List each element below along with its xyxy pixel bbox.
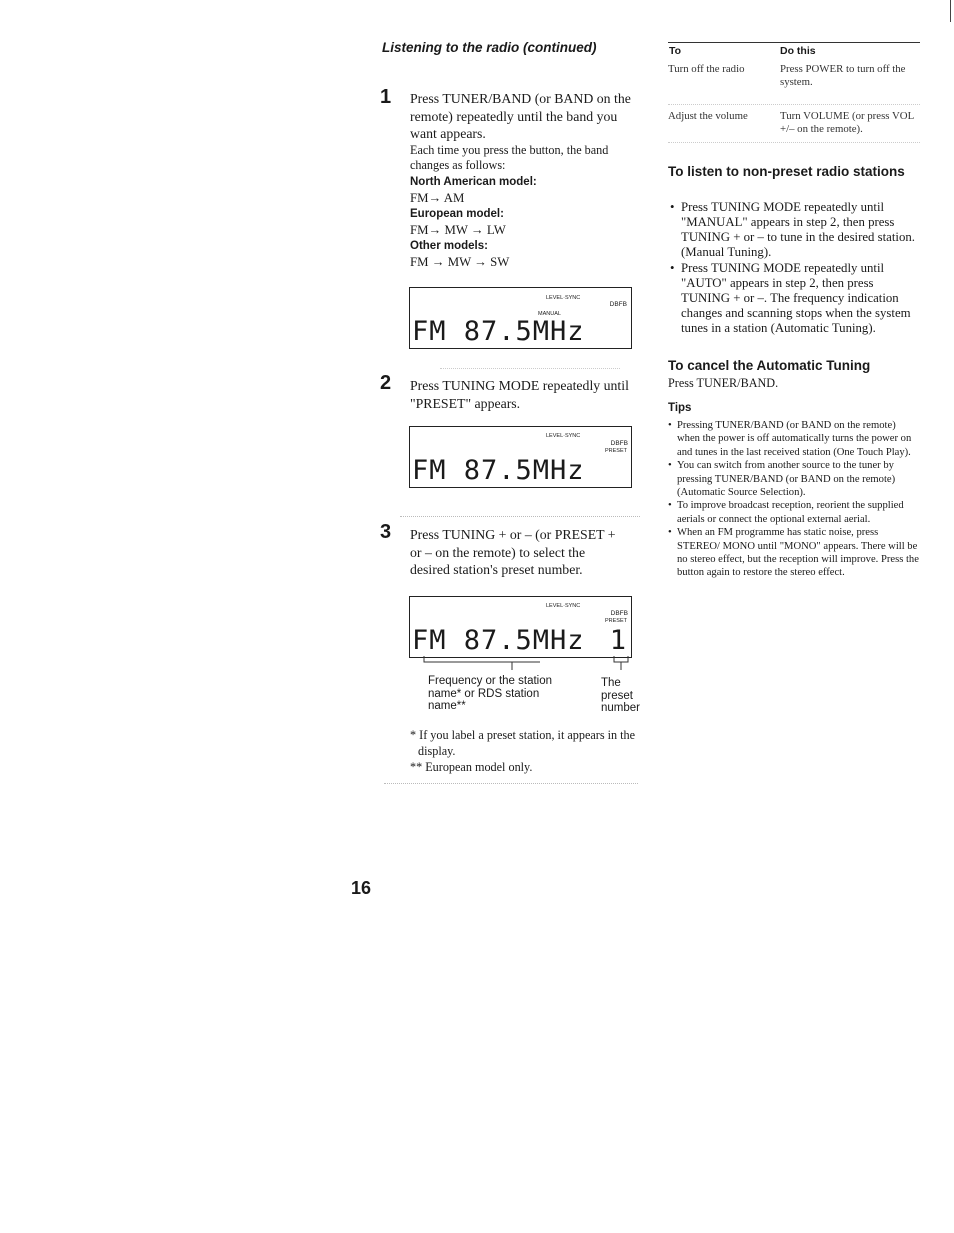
list-item: • When an FM programme has static noise, press STEREO/ MONO until "MONO" appears. There will be no stereo effect, but the reception will improve. Press the button again to restore the stereo effect. <box>668 526 920 580</box>
list-item: • You can switch from another source to the tuner by pressing TUNER/BAND (or BAND on the remote) (Automatic Source Selection). <box>668 459 920 499</box>
heading-tips: Tips <box>668 402 692 414</box>
separator <box>384 783 638 784</box>
display-panel-preset-number <box>409 596 632 658</box>
display-panel-manual <box>409 287 632 349</box>
model-sequence-north-american: FM→ AM <box>410 191 465 205</box>
controls-table <box>668 42 920 43</box>
display-preset-indicator: PRESET <box>604 448 627 454</box>
footnote-preset-label: * If you label a preset station, it appears in the display. <box>410 728 636 758</box>
display-level-sync-label: LEVEL·SYNC <box>546 603 581 609</box>
separator <box>440 368 620 369</box>
table-divider <box>668 142 920 143</box>
step-3-number: 3 <box>380 521 392 543</box>
band-sequence-list <box>410 175 640 271</box>
page-edge-mark <box>950 0 951 22</box>
display-callout-lines <box>400 654 640 674</box>
list-item: • Pressing TUNER/BAND (or BAND on the remote) when the power is off automatically turns the power on and tunes in the last received station (One Touch Play). <box>668 419 920 459</box>
display-frequency: FM 87.5MHz <box>412 625 585 656</box>
display-manual-indicator: MANUAL <box>538 311 561 317</box>
step-1-text: Press TUNER/BAND (or BAND on the remote) repeatedly until the band you want appears. <box>410 91 631 141</box>
tips-list <box>668 419 920 580</box>
list-item: • Press TUNING MODE repeatedly until "AUTO" appears in step 2, then press TUNING + or –. The frequency indication changes and scanning stops when the system tunes in a station (Automatic Tuning). <box>668 261 918 336</box>
table-row-2-do: Turn VOLUME (or press VOL +/– on the remote). <box>780 110 914 135</box>
list-item: • To improve broadcast reception, reorient the supplied aerials or connect the optional external aerial. <box>668 499 920 526</box>
step-1-number: 1 <box>380 86 392 108</box>
model-sequence-european: FM→ MW → LW <box>410 223 506 237</box>
table-row-1-do: Press POWER to turn off the system. <box>780 63 906 88</box>
display-dbfb-label: DBFB <box>610 610 628 617</box>
table-header-to: To <box>669 45 682 57</box>
section-title: Listening to the radio (continued) <box>382 40 597 55</box>
cancel-auto-text: Press TUNER/BAND. <box>668 376 779 390</box>
display-dbfb-label: DBFB <box>609 301 627 308</box>
step-1-detail: Each time you press the button, the band changes as follows: <box>410 143 609 172</box>
table-row-2-to: Adjust the volume <box>668 110 748 122</box>
model-sequence-other: FM → MW → SW <box>410 255 510 269</box>
display-level-sync-label: LEVEL·SYNC <box>546 433 581 439</box>
display-panel-preset <box>409 426 632 488</box>
table-header-do-this: Do this <box>780 45 816 57</box>
footnote-european: ** European model only. <box>410 760 533 774</box>
caption-frequency: Frequency or the station name* or RDS station name** <box>428 675 553 712</box>
heading-non-preset: To listen to non-preset radio stations <box>668 164 905 179</box>
separator <box>400 516 640 517</box>
table-divider <box>668 104 920 105</box>
list-item: • Press TUNING MODE repeatedly until "MANUAL" appears in step 2, then press TUNING + or – to tune in the desired station. (Manual Tuning). <box>668 200 918 260</box>
model-label-european: European model: <box>410 208 504 220</box>
heading-cancel-auto: To cancel the Automatic Tuning <box>668 358 871 373</box>
display-preset-number: 1 <box>609 625 627 656</box>
table-row-1-to: Turn off the radio <box>668 63 745 75</box>
step-2-text: Press TUNING MODE repeatedly until "PRESET" appears. <box>410 378 629 411</box>
caption-preset-number: The preset number <box>601 677 640 714</box>
display-dbfb-label: DBFB <box>610 440 628 447</box>
step-3-text: Press TUNING + or – (or PRESET + or – on the remote) to select the desired station's preset number. <box>410 527 616 577</box>
non-preset-bullets <box>668 200 918 336</box>
display-frequency: FM 87.5MHz <box>412 316 585 347</box>
display-frequency: FM 87.5MHz <box>412 455 585 486</box>
step-2-number: 2 <box>380 372 392 394</box>
display-level-sync-label: LEVEL·SYNC <box>546 295 581 301</box>
display-preset-indicator: PRESET <box>604 618 627 624</box>
page-number: 16 <box>351 878 372 898</box>
model-label-other: Other models: <box>410 240 488 252</box>
model-label-north-american: North American model: <box>410 176 537 188</box>
